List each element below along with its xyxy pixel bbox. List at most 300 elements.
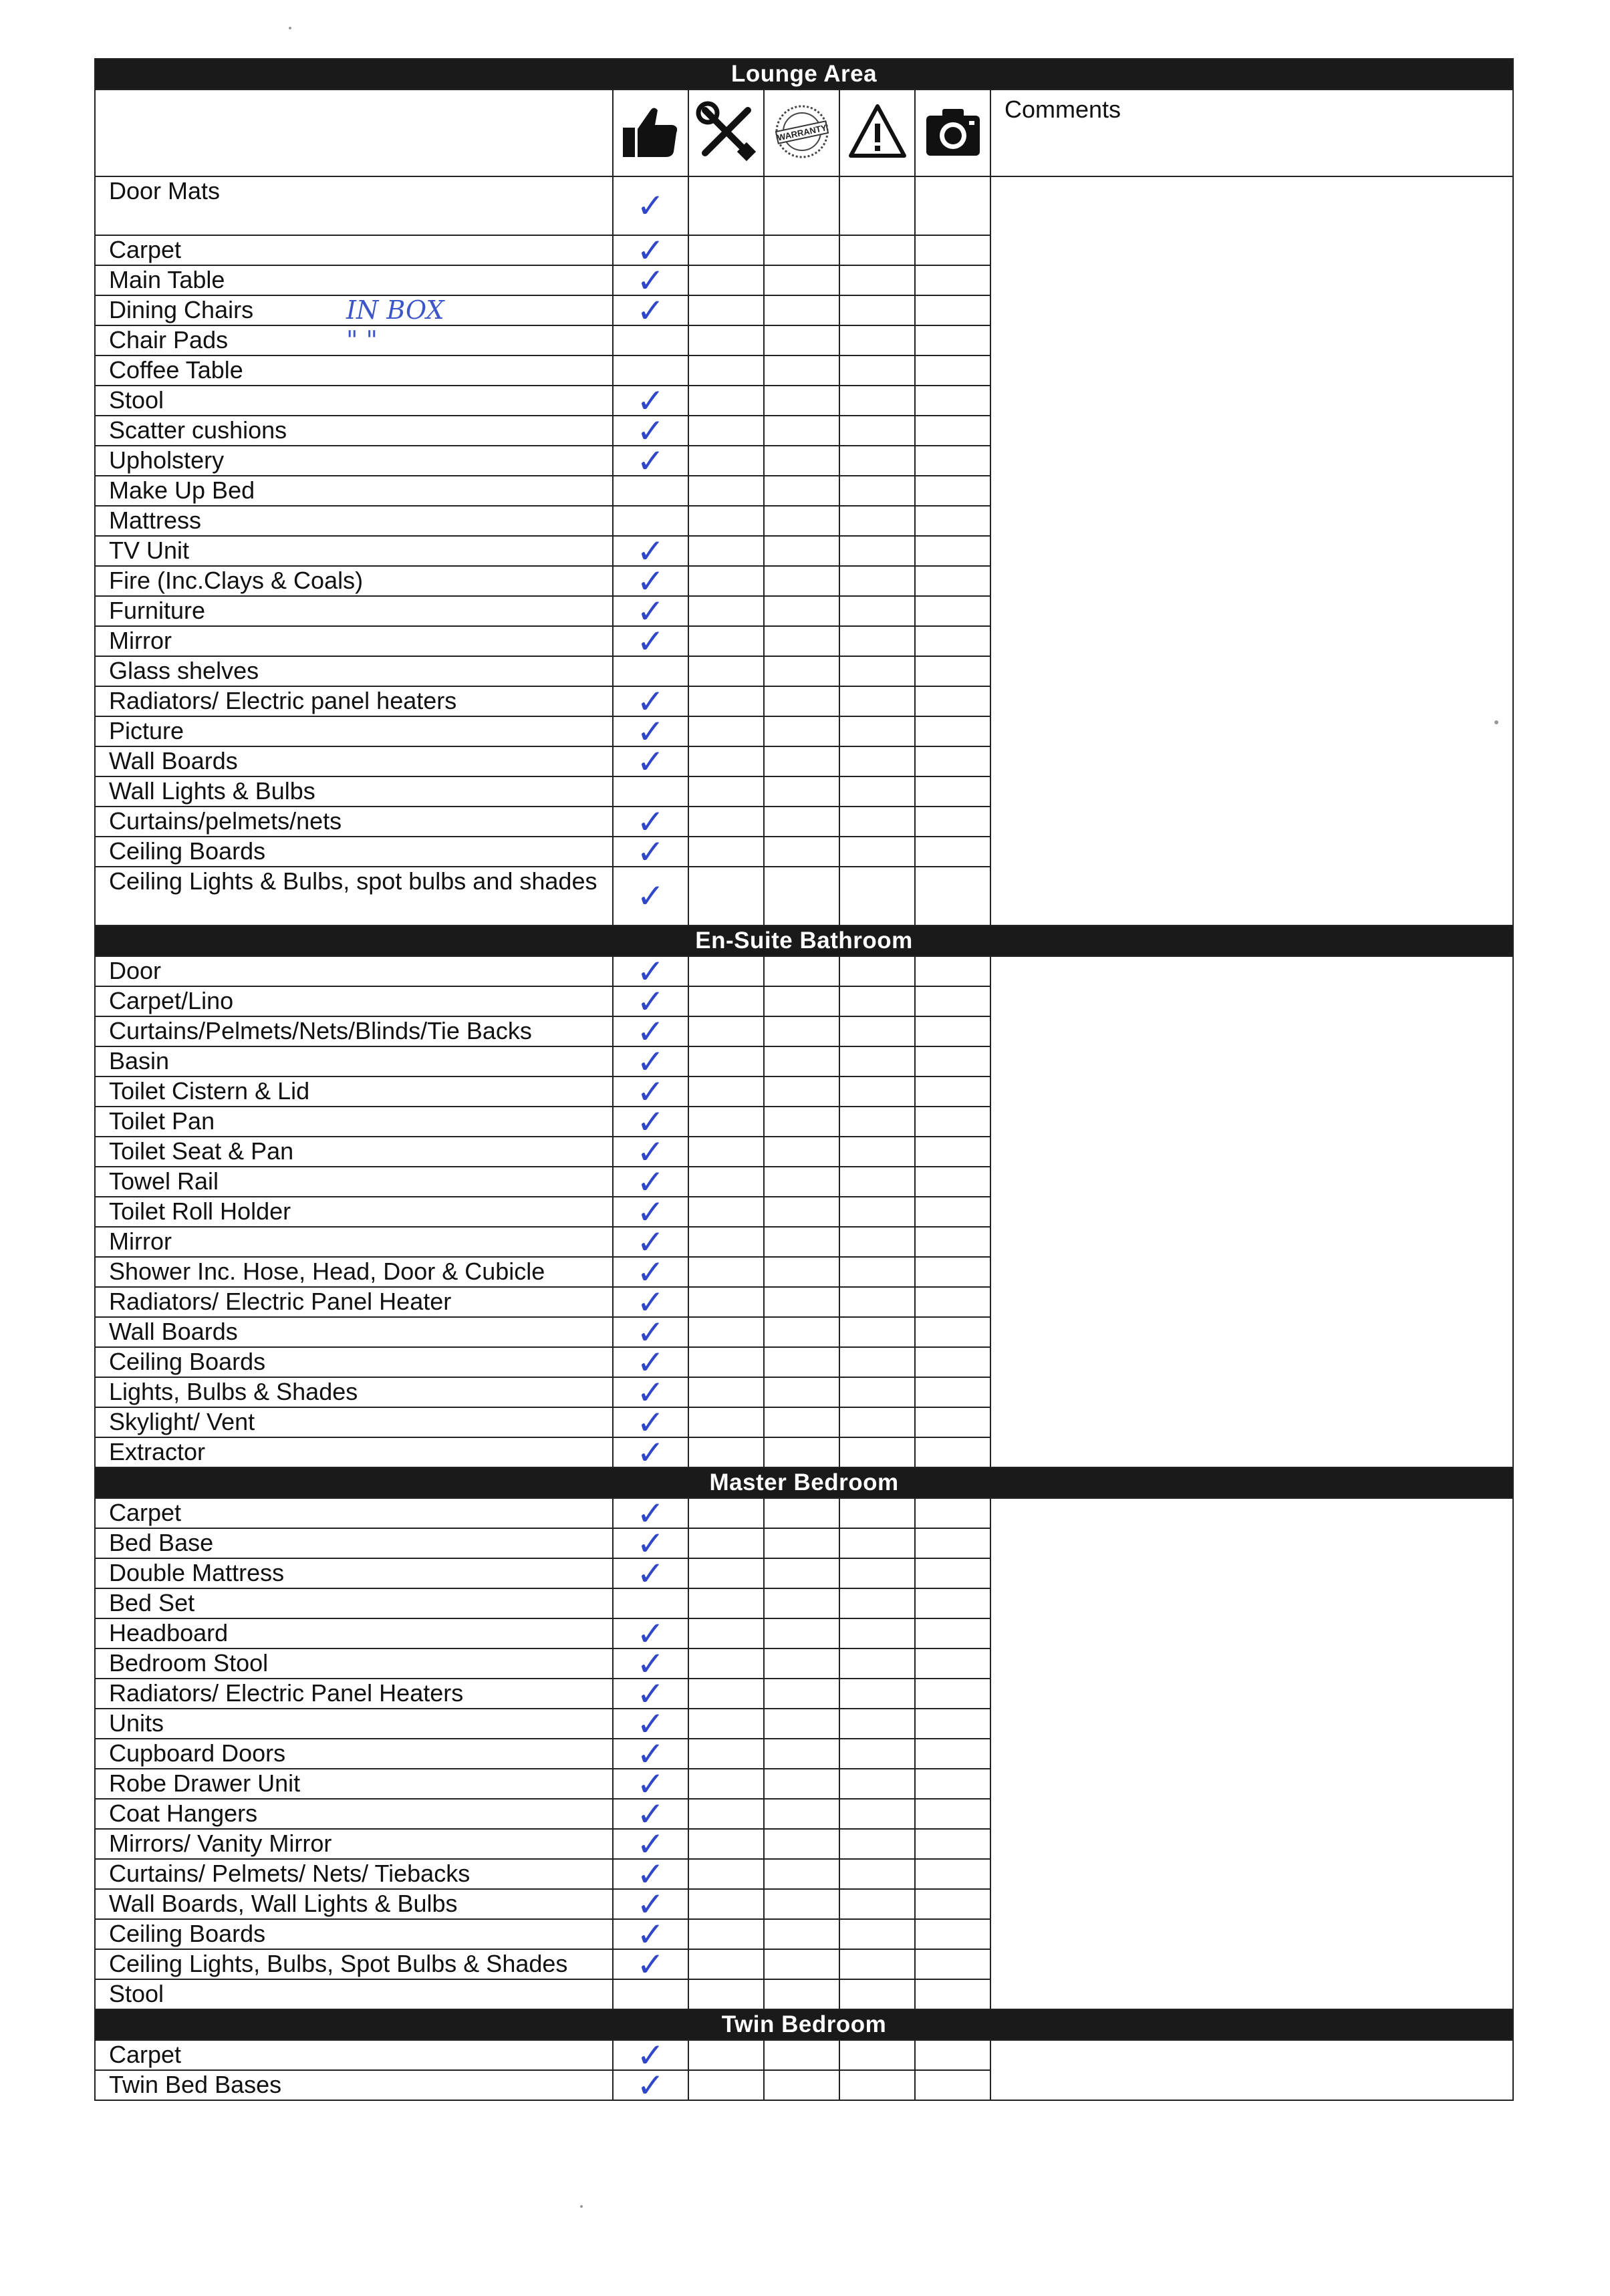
- comments-area[interactable]: [990, 1498, 1513, 2009]
- check-cell-warranty-stamp[interactable]: [764, 265, 839, 295]
- check-cell-tools[interactable]: [688, 1257, 764, 1287]
- check-cell-tools[interactable]: [688, 1618, 764, 1648]
- check-cell-thumbs-up[interactable]: [613, 476, 688, 506]
- check-cell-warning-triangle[interactable]: [839, 295, 915, 325]
- check-cell-warning-triangle[interactable]: [839, 1046, 915, 1077]
- check-cell-thumbs-up[interactable]: [613, 2070, 688, 2100]
- check-cell-warranty-stamp[interactable]: [764, 1137, 839, 1167]
- check-cell-thumbs-up[interactable]: [613, 325, 688, 355]
- check-cell-camera[interactable]: [915, 626, 990, 656]
- check-cell-thumbs-up[interactable]: [613, 1528, 688, 1558]
- check-cell-camera[interactable]: [915, 1016, 990, 1046]
- check-cell-camera[interactable]: [915, 295, 990, 325]
- check-cell-warning-triangle[interactable]: [839, 386, 915, 416]
- check-cell-warranty-stamp[interactable]: [764, 1528, 839, 1558]
- check-cell-thumbs-up[interactable]: [613, 1648, 688, 1679]
- check-cell-warranty-stamp[interactable]: [764, 776, 839, 807]
- check-cell-tools[interactable]: [688, 325, 764, 355]
- check-cell-tools[interactable]: [688, 1377, 764, 1407]
- check-cell-camera[interactable]: [915, 1618, 990, 1648]
- check-cell-warranty-stamp[interactable]: [764, 1588, 839, 1618]
- check-cell-warning-triangle[interactable]: [839, 1197, 915, 1227]
- check-cell-camera[interactable]: [915, 265, 990, 295]
- check-cell-warranty-stamp[interactable]: [764, 1407, 839, 1437]
- check-cell-warning-triangle[interactable]: [839, 1257, 915, 1287]
- check-cell-camera[interactable]: [915, 1377, 990, 1407]
- check-cell-camera[interactable]: [915, 746, 990, 776]
- check-cell-warning-triangle[interactable]: [839, 1949, 915, 1979]
- check-cell-camera[interactable]: [915, 446, 990, 476]
- check-cell-thumbs-up[interactable]: [613, 626, 688, 656]
- check-cell-warranty-stamp[interactable]: [764, 1167, 839, 1197]
- check-cell-camera[interactable]: [915, 1949, 990, 1979]
- check-cell-camera[interactable]: [915, 1498, 990, 1528]
- check-cell-warranty-stamp[interactable]: [764, 807, 839, 837]
- check-cell-warranty-stamp[interactable]: [764, 506, 839, 536]
- check-cell-warning-triangle[interactable]: [839, 476, 915, 506]
- check-cell-warranty-stamp[interactable]: [764, 986, 839, 1016]
- check-cell-warning-triangle[interactable]: [839, 746, 915, 776]
- comments-area[interactable]: [990, 176, 1513, 925]
- check-cell-camera[interactable]: [915, 807, 990, 837]
- check-cell-thumbs-up[interactable]: [613, 1347, 688, 1377]
- check-cell-camera[interactable]: [915, 1107, 990, 1137]
- check-cell-camera[interactable]: [915, 1317, 990, 1347]
- check-cell-tools[interactable]: [688, 476, 764, 506]
- check-cell-warranty-stamp[interactable]: [764, 355, 839, 386]
- check-cell-thumbs-up[interactable]: [613, 536, 688, 566]
- check-cell-warranty-stamp[interactable]: [764, 626, 839, 656]
- check-cell-tools[interactable]: [688, 686, 764, 716]
- check-cell-warning-triangle[interactable]: [839, 176, 915, 235]
- check-cell-warranty-stamp[interactable]: [764, 1317, 839, 1347]
- check-cell-warranty-stamp[interactable]: [764, 1799, 839, 1829]
- check-cell-camera[interactable]: [915, 596, 990, 626]
- check-cell-camera[interactable]: [915, 1799, 990, 1829]
- check-cell-thumbs-up[interactable]: [613, 956, 688, 986]
- check-cell-tools[interactable]: [688, 596, 764, 626]
- check-cell-warranty-stamp[interactable]: [764, 1347, 839, 1377]
- check-cell-tools[interactable]: [688, 656, 764, 686]
- check-cell-camera[interactable]: [915, 476, 990, 506]
- check-cell-warranty-stamp[interactable]: [764, 1919, 839, 1949]
- check-cell-camera[interactable]: [915, 1739, 990, 1769]
- check-cell-thumbs-up[interactable]: [613, 867, 688, 925]
- check-cell-warning-triangle[interactable]: [839, 325, 915, 355]
- check-cell-warning-triangle[interactable]: [839, 867, 915, 925]
- check-cell-tools[interactable]: [688, 416, 764, 446]
- check-cell-warranty-stamp[interactable]: [764, 867, 839, 925]
- check-cell-tools[interactable]: [688, 566, 764, 596]
- check-cell-tools[interactable]: [688, 1167, 764, 1197]
- check-cell-thumbs-up[interactable]: [613, 1287, 688, 1317]
- check-cell-camera[interactable]: [915, 1679, 990, 1709]
- check-cell-warning-triangle[interactable]: [839, 1979, 915, 2009]
- check-cell-thumbs-up[interactable]: [613, 2040, 688, 2070]
- check-cell-warning-triangle[interactable]: [839, 1528, 915, 1558]
- check-cell-warning-triangle[interactable]: [839, 1558, 915, 1588]
- check-cell-warranty-stamp[interactable]: [764, 325, 839, 355]
- check-cell-thumbs-up[interactable]: [613, 1769, 688, 1799]
- check-cell-tools[interactable]: [688, 1979, 764, 2009]
- check-cell-thumbs-up[interactable]: [613, 656, 688, 686]
- check-cell-tools[interactable]: [688, 506, 764, 536]
- check-cell-thumbs-up[interactable]: [613, 1709, 688, 1739]
- check-cell-thumbs-up[interactable]: [613, 1889, 688, 1919]
- check-cell-warning-triangle[interactable]: [839, 716, 915, 746]
- check-cell-tools[interactable]: [688, 1227, 764, 1257]
- check-cell-camera[interactable]: [915, 1769, 990, 1799]
- check-cell-thumbs-up[interactable]: [613, 807, 688, 837]
- check-cell-warning-triangle[interactable]: [839, 1889, 915, 1919]
- check-cell-warning-triangle[interactable]: [839, 1769, 915, 1799]
- check-cell-warranty-stamp[interactable]: [764, 1889, 839, 1919]
- check-cell-camera[interactable]: [915, 1197, 990, 1227]
- check-cell-camera[interactable]: [915, 1588, 990, 1618]
- check-cell-warning-triangle[interactable]: [839, 1287, 915, 1317]
- check-cell-warranty-stamp[interactable]: [764, 536, 839, 566]
- check-cell-warranty-stamp[interactable]: [764, 2040, 839, 2070]
- check-cell-warning-triangle[interactable]: [839, 1498, 915, 1528]
- check-cell-camera[interactable]: [915, 416, 990, 446]
- check-cell-thumbs-up[interactable]: [613, 386, 688, 416]
- check-cell-tools[interactable]: [688, 1046, 764, 1077]
- check-cell-tools[interactable]: [688, 265, 764, 295]
- check-cell-tools[interactable]: [688, 1739, 764, 1769]
- check-cell-tools[interactable]: [688, 1949, 764, 1979]
- check-cell-camera[interactable]: [915, 355, 990, 386]
- check-cell-tools[interactable]: [688, 1016, 764, 1046]
- check-cell-warranty-stamp[interactable]: [764, 1769, 839, 1799]
- check-cell-warning-triangle[interactable]: [839, 656, 915, 686]
- check-cell-warning-triangle[interactable]: [839, 596, 915, 626]
- check-cell-thumbs-up[interactable]: [613, 1046, 688, 1077]
- check-cell-camera[interactable]: [915, 1919, 990, 1949]
- check-cell-thumbs-up[interactable]: [613, 176, 688, 235]
- check-cell-camera[interactable]: [915, 176, 990, 235]
- check-cell-tools[interactable]: [688, 1889, 764, 1919]
- check-cell-warning-triangle[interactable]: [839, 1799, 915, 1829]
- check-cell-warranty-stamp[interactable]: [764, 476, 839, 506]
- check-cell-tools[interactable]: [688, 1407, 764, 1437]
- check-cell-tools[interactable]: [688, 1528, 764, 1558]
- check-cell-tools[interactable]: [688, 626, 764, 656]
- check-cell-warning-triangle[interactable]: [839, 536, 915, 566]
- check-cell-thumbs-up[interactable]: [613, 986, 688, 1016]
- check-cell-tools[interactable]: [688, 1437, 764, 1467]
- check-cell-warranty-stamp[interactable]: [764, 1227, 839, 1257]
- check-cell-thumbs-up[interactable]: [613, 1107, 688, 1137]
- check-cell-warning-triangle[interactable]: [839, 986, 915, 1016]
- check-cell-tools[interactable]: [688, 867, 764, 925]
- check-cell-warranty-stamp[interactable]: [764, 566, 839, 596]
- check-cell-camera[interactable]: [915, 1347, 990, 1377]
- check-cell-warning-triangle[interactable]: [839, 1407, 915, 1437]
- check-cell-warning-triangle[interactable]: [839, 1347, 915, 1377]
- check-cell-warning-triangle[interactable]: [839, 1437, 915, 1467]
- check-cell-tools[interactable]: [688, 386, 764, 416]
- check-cell-warranty-stamp[interactable]: [764, 1437, 839, 1467]
- check-cell-warning-triangle[interactable]: [839, 776, 915, 807]
- check-cell-warning-triangle[interactable]: [839, 686, 915, 716]
- check-cell-tools[interactable]: [688, 1197, 764, 1227]
- check-cell-tools[interactable]: [688, 446, 764, 476]
- check-cell-warranty-stamp[interactable]: [764, 716, 839, 746]
- check-cell-tools[interactable]: [688, 295, 764, 325]
- check-cell-thumbs-up[interactable]: [613, 1437, 688, 1467]
- check-cell-warning-triangle[interactable]: [839, 506, 915, 536]
- check-cell-camera[interactable]: [915, 2040, 990, 2070]
- check-cell-thumbs-up[interactable]: [613, 1317, 688, 1347]
- check-cell-camera[interactable]: [915, 956, 990, 986]
- check-cell-warning-triangle[interactable]: [839, 1739, 915, 1769]
- check-cell-warranty-stamp[interactable]: [764, 1016, 839, 1046]
- check-cell-thumbs-up[interactable]: [613, 1799, 688, 1829]
- check-cell-camera[interactable]: [915, 1709, 990, 1739]
- check-cell-camera[interactable]: [915, 1287, 990, 1317]
- check-cell-warning-triangle[interactable]: [839, 1137, 915, 1167]
- check-cell-camera[interactable]: [915, 325, 990, 355]
- check-cell-thumbs-up[interactable]: [613, 566, 688, 596]
- check-cell-tools[interactable]: [688, 746, 764, 776]
- check-cell-camera[interactable]: [915, 1046, 990, 1077]
- check-cell-warranty-stamp[interactable]: [764, 416, 839, 446]
- check-cell-thumbs-up[interactable]: [613, 1558, 688, 1588]
- check-cell-warning-triangle[interactable]: [839, 446, 915, 476]
- check-cell-thumbs-up[interactable]: [613, 596, 688, 626]
- check-cell-warning-triangle[interactable]: [839, 265, 915, 295]
- check-cell-tools[interactable]: [688, 956, 764, 986]
- check-cell-warning-triangle[interactable]: [839, 1919, 915, 1949]
- check-cell-camera[interactable]: [915, 1859, 990, 1889]
- check-cell-tools[interactable]: [688, 1679, 764, 1709]
- check-cell-tools[interactable]: [688, 176, 764, 235]
- check-cell-warning-triangle[interactable]: [839, 1077, 915, 1107]
- check-cell-camera[interactable]: [915, 2070, 990, 2100]
- check-cell-tools[interactable]: [688, 1317, 764, 1347]
- check-cell-thumbs-up[interactable]: [613, 1377, 688, 1407]
- check-cell-camera[interactable]: [915, 386, 990, 416]
- check-cell-warning-triangle[interactable]: [839, 235, 915, 265]
- check-cell-warning-triangle[interactable]: [839, 1618, 915, 1648]
- check-cell-thumbs-up[interactable]: [613, 265, 688, 295]
- check-cell-tools[interactable]: [688, 536, 764, 566]
- check-cell-thumbs-up[interactable]: [613, 1949, 688, 1979]
- check-cell-tools[interactable]: [688, 986, 764, 1016]
- check-cell-warranty-stamp[interactable]: [764, 1618, 839, 1648]
- check-cell-warranty-stamp[interactable]: [764, 686, 839, 716]
- check-cell-warranty-stamp[interactable]: [764, 1287, 839, 1317]
- check-cell-warning-triangle[interactable]: [839, 807, 915, 837]
- check-cell-warranty-stamp[interactable]: [764, 1739, 839, 1769]
- check-cell-thumbs-up[interactable]: [613, 416, 688, 446]
- check-cell-thumbs-up[interactable]: [613, 355, 688, 386]
- comments-area[interactable]: [990, 956, 1513, 1467]
- check-cell-warranty-stamp[interactable]: [764, 837, 839, 867]
- check-cell-warning-triangle[interactable]: [839, 1588, 915, 1618]
- check-cell-thumbs-up[interactable]: [613, 446, 688, 476]
- check-cell-thumbs-up[interactable]: [613, 1227, 688, 1257]
- check-cell-tools[interactable]: [688, 1829, 764, 1859]
- check-cell-warning-triangle[interactable]: [839, 1648, 915, 1679]
- comments-area[interactable]: [990, 2040, 1513, 2100]
- check-cell-tools[interactable]: [688, 1498, 764, 1528]
- check-cell-camera[interactable]: [915, 656, 990, 686]
- check-cell-tools[interactable]: [688, 1709, 764, 1739]
- check-cell-thumbs-up[interactable]: [613, 1859, 688, 1889]
- check-cell-thumbs-up[interactable]: [613, 686, 688, 716]
- check-cell-tools[interactable]: [688, 1648, 764, 1679]
- check-cell-warranty-stamp[interactable]: [764, 596, 839, 626]
- check-cell-warranty-stamp[interactable]: [764, 1377, 839, 1407]
- check-cell-thumbs-up[interactable]: [613, 776, 688, 807]
- check-cell-warranty-stamp[interactable]: [764, 1558, 839, 1588]
- check-cell-warning-triangle[interactable]: [839, 2040, 915, 2070]
- check-cell-tools[interactable]: [688, 1769, 764, 1799]
- check-cell-camera[interactable]: [915, 1528, 990, 1558]
- check-cell-camera[interactable]: [915, 1167, 990, 1197]
- check-cell-warranty-stamp[interactable]: [764, 1077, 839, 1107]
- check-cell-camera[interactable]: [915, 536, 990, 566]
- check-cell-warranty-stamp[interactable]: [764, 1949, 839, 1979]
- check-cell-warning-triangle[interactable]: [839, 1829, 915, 1859]
- check-cell-warranty-stamp[interactable]: [764, 295, 839, 325]
- check-cell-thumbs-up[interactable]: [613, 1016, 688, 1046]
- check-cell-tools[interactable]: [688, 355, 764, 386]
- check-cell-warranty-stamp[interactable]: [764, 1197, 839, 1227]
- check-cell-tools[interactable]: [688, 1919, 764, 1949]
- check-cell-warranty-stamp[interactable]: [764, 1046, 839, 1077]
- check-cell-warranty-stamp[interactable]: [764, 746, 839, 776]
- check-cell-warning-triangle[interactable]: [839, 1859, 915, 1889]
- check-cell-thumbs-up[interactable]: [613, 295, 688, 325]
- check-cell-warning-triangle[interactable]: [839, 1016, 915, 1046]
- check-cell-camera[interactable]: [915, 1437, 990, 1467]
- check-cell-warranty-stamp[interactable]: [764, 235, 839, 265]
- check-cell-warning-triangle[interactable]: [839, 1377, 915, 1407]
- check-cell-camera[interactable]: [915, 686, 990, 716]
- check-cell-warranty-stamp[interactable]: [764, 386, 839, 416]
- check-cell-tools[interactable]: [688, 1077, 764, 1107]
- check-cell-tools[interactable]: [688, 1588, 764, 1618]
- check-cell-thumbs-up[interactable]: [613, 1498, 688, 1528]
- check-cell-thumbs-up[interactable]: [613, 506, 688, 536]
- check-cell-warning-triangle[interactable]: [839, 837, 915, 867]
- check-cell-tools[interactable]: [688, 2040, 764, 2070]
- check-cell-camera[interactable]: [915, 235, 990, 265]
- check-cell-thumbs-up[interactable]: [613, 1919, 688, 1949]
- check-cell-warranty-stamp[interactable]: [764, 1257, 839, 1287]
- check-cell-tools[interactable]: [688, 837, 764, 867]
- check-cell-warning-triangle[interactable]: [839, 1107, 915, 1137]
- check-cell-warranty-stamp[interactable]: [764, 1107, 839, 1137]
- check-cell-camera[interactable]: [915, 1077, 990, 1107]
- check-cell-thumbs-up[interactable]: [613, 1407, 688, 1437]
- check-cell-warranty-stamp[interactable]: [764, 1498, 839, 1528]
- check-cell-tools[interactable]: [688, 716, 764, 746]
- check-cell-warranty-stamp[interactable]: [764, 2070, 839, 2100]
- check-cell-warning-triangle[interactable]: [839, 1227, 915, 1257]
- check-cell-thumbs-up[interactable]: [613, 1077, 688, 1107]
- check-cell-camera[interactable]: [915, 1137, 990, 1167]
- check-cell-warranty-stamp[interactable]: [764, 1979, 839, 2009]
- check-cell-tools[interactable]: [688, 1859, 764, 1889]
- check-cell-warranty-stamp[interactable]: [764, 1829, 839, 1859]
- check-cell-tools[interactable]: [688, 807, 764, 837]
- check-cell-tools[interactable]: [688, 776, 764, 807]
- check-cell-warranty-stamp[interactable]: [764, 446, 839, 476]
- check-cell-thumbs-up[interactable]: [613, 1979, 688, 2009]
- check-cell-tools[interactable]: [688, 1347, 764, 1377]
- check-cell-tools[interactable]: [688, 2070, 764, 2100]
- check-cell-warranty-stamp[interactable]: [764, 1648, 839, 1679]
- check-cell-thumbs-up[interactable]: [613, 716, 688, 746]
- check-cell-warning-triangle[interactable]: [839, 1317, 915, 1347]
- check-cell-thumbs-up[interactable]: [613, 746, 688, 776]
- check-cell-warning-triangle[interactable]: [839, 1709, 915, 1739]
- check-cell-camera[interactable]: [915, 986, 990, 1016]
- check-cell-tools[interactable]: [688, 235, 764, 265]
- check-cell-camera[interactable]: [915, 1407, 990, 1437]
- check-cell-tools[interactable]: [688, 1137, 764, 1167]
- check-cell-camera[interactable]: [915, 1979, 990, 2009]
- check-cell-warning-triangle[interactable]: [839, 626, 915, 656]
- check-cell-camera[interactable]: [915, 776, 990, 807]
- check-cell-camera[interactable]: [915, 566, 990, 596]
- check-cell-tools[interactable]: [688, 1287, 764, 1317]
- check-cell-warning-triangle[interactable]: [839, 2070, 915, 2100]
- check-cell-thumbs-up[interactable]: [613, 1167, 688, 1197]
- check-cell-warranty-stamp[interactable]: [764, 1679, 839, 1709]
- check-cell-tools[interactable]: [688, 1558, 764, 1588]
- check-cell-warranty-stamp[interactable]: [764, 1859, 839, 1889]
- check-cell-thumbs-up[interactable]: [613, 1829, 688, 1859]
- check-cell-thumbs-up[interactable]: [613, 1588, 688, 1618]
- check-cell-camera[interactable]: [915, 1889, 990, 1919]
- check-cell-thumbs-up[interactable]: [613, 837, 688, 867]
- check-cell-warning-triangle[interactable]: [839, 355, 915, 386]
- check-cell-thumbs-up[interactable]: [613, 1679, 688, 1709]
- check-cell-warning-triangle[interactable]: [839, 1679, 915, 1709]
- check-cell-thumbs-up[interactable]: [613, 1197, 688, 1227]
- check-cell-tools[interactable]: [688, 1799, 764, 1829]
- check-cell-warning-triangle[interactable]: [839, 416, 915, 446]
- check-cell-warranty-stamp[interactable]: [764, 176, 839, 235]
- item-label-cell: [95, 1679, 613, 1709]
- check-cell-camera[interactable]: [915, 867, 990, 925]
- check-cell-warning-triangle[interactable]: [839, 1167, 915, 1197]
- check-cell-thumbs-up[interactable]: [613, 235, 688, 265]
- check-cell-camera[interactable]: [915, 837, 990, 867]
- check-cell-warning-triangle[interactable]: [839, 566, 915, 596]
- check-cell-warranty-stamp[interactable]: [764, 1709, 839, 1739]
- check-cell-camera[interactable]: [915, 506, 990, 536]
- check-cell-thumbs-up[interactable]: [613, 1618, 688, 1648]
- check-cell-camera[interactable]: [915, 1558, 990, 1588]
- check-cell-tools[interactable]: [688, 1107, 764, 1137]
- check-cell-warranty-stamp[interactable]: [764, 656, 839, 686]
- check-cell-thumbs-up[interactable]: [613, 1257, 688, 1287]
- check-cell-camera[interactable]: [915, 1648, 990, 1679]
- check-cell-warning-triangle[interactable]: [839, 956, 915, 986]
- check-cell-camera[interactable]: [915, 716, 990, 746]
- check-cell-camera[interactable]: [915, 1257, 990, 1287]
- check-cell-thumbs-up[interactable]: [613, 1137, 688, 1167]
- check-cell-thumbs-up[interactable]: [613, 1739, 688, 1769]
- check-cell-camera[interactable]: [915, 1227, 990, 1257]
- check-cell-camera[interactable]: [915, 1829, 990, 1859]
- check-cell-warranty-stamp[interactable]: [764, 956, 839, 986]
